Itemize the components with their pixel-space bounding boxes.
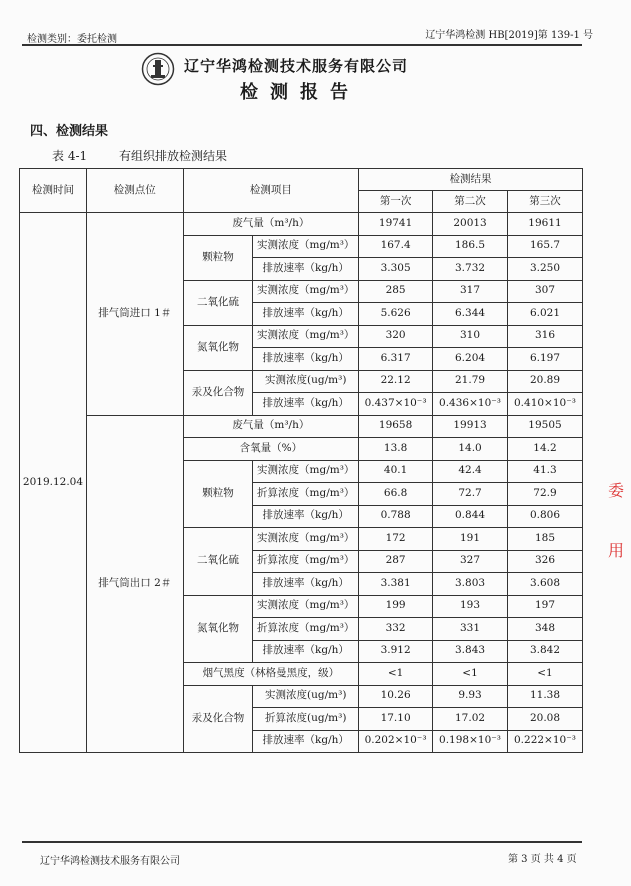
value-cell: 197 [508, 595, 583, 618]
item-cell: 实测浓度（mg/m³） [253, 235, 359, 258]
value-cell: 3.803 [433, 573, 508, 596]
value-cell: 167.4 [359, 235, 433, 258]
value-cell: 72.7 [433, 483, 508, 506]
value-cell: 9.93 [433, 685, 508, 708]
stamp-mark: 委 [608, 481, 625, 500]
value-cell: 307 [508, 280, 583, 303]
value-cell: 191 [433, 528, 508, 551]
header-result: 检测结果 [359, 169, 583, 191]
pollutant-cell: 二氧化硫 [183, 280, 253, 325]
value-cell: 199 [359, 595, 433, 618]
value-cell: 19741 [359, 213, 433, 236]
header-point: 检测点位 [86, 169, 183, 213]
point-cell: 排气筒进口 1＃ [86, 213, 183, 416]
value-cell: 310 [433, 325, 508, 348]
pollutant-cell: 氮氧化物 [183, 325, 253, 370]
item-cell: 排放速率（kg/h） [253, 258, 359, 281]
value-cell: 19913 [433, 415, 508, 438]
header-run: 第一次 [359, 191, 433, 213]
item-cell: 排放速率（kg/h） [253, 573, 359, 596]
value-cell: 193 [433, 595, 508, 618]
item-cell: 实测浓度(ug/m³) [253, 370, 359, 393]
value-cell: 20.08 [508, 708, 583, 731]
table-row [20, 415, 583, 438]
table-row [20, 213, 583, 236]
value-cell: 3.305 [359, 258, 433, 281]
value-cell: 20.89 [508, 370, 583, 393]
value-cell: 17.02 [433, 708, 508, 731]
pollutant-cell: 颗粒物 [183, 235, 253, 280]
pollutant-cell: 氮氧化物 [183, 595, 253, 663]
value-cell: 0.844 [433, 505, 508, 528]
value-cell: 3.381 [359, 573, 433, 596]
pollutant-cell: 汞及化合物 [183, 685, 253, 753]
pollutant-cell: 颗粒物 [183, 460, 253, 528]
value-cell: 19505 [508, 415, 583, 438]
table-row [20, 169, 583, 191]
value-cell: 317 [433, 280, 508, 303]
value-cell: 0.437×10⁻³ [359, 393, 433, 416]
value-cell: 17.10 [359, 708, 433, 731]
item-cell: 排放速率（kg/h） [253, 730, 359, 753]
value-cell: 3.732 [433, 258, 508, 281]
header-rule [22, 44, 582, 46]
value-cell: 3.912 [359, 640, 433, 663]
company-logo-icon [141, 52, 175, 86]
value-cell: 3.608 [508, 573, 583, 596]
value-cell: 41.3 [508, 460, 583, 483]
section-heading: 四、检测结果 [30, 124, 109, 139]
emission-results-table [19, 168, 583, 753]
company-name: 辽宁华鸿检测技术服务有限公司 [184, 57, 409, 75]
item-cell: 排放速率（kg/h） [253, 393, 359, 416]
value-cell: 22.12 [359, 370, 433, 393]
item-cell: 烟气黑度（林格曼黑度，级） [183, 663, 359, 686]
value-cell: 0.788 [359, 505, 433, 528]
item-cell: 废气量（m³/h） [183, 213, 359, 236]
header-run: 第二次 [433, 191, 508, 213]
item-cell: 含氧量（%） [183, 438, 359, 461]
item-cell: 排放速率（kg/h） [253, 505, 359, 528]
value-cell: 0.806 [508, 505, 583, 528]
value-cell: 6.317 [359, 348, 433, 371]
value-cell: 6.197 [508, 348, 583, 371]
value-cell: 186.5 [433, 235, 508, 258]
report-category: 检测类别：委托检测 [27, 34, 117, 45]
value-cell: 6.344 [433, 303, 508, 326]
table-number: 表 4-1 [52, 149, 88, 163]
item-cell: 实测浓度（mg/m³） [253, 325, 359, 348]
value-cell: 6.021 [508, 303, 583, 326]
footer-rule [22, 841, 582, 843]
report-title: 检测报告 [240, 82, 360, 103]
value-cell: 14.0 [433, 438, 508, 461]
value-cell: 21.79 [433, 370, 508, 393]
value-cell: 320 [359, 325, 433, 348]
value-cell: 165.7 [508, 235, 583, 258]
table-caption [52, 147, 255, 164]
item-cell: 折算浓度（mg/m³） [253, 550, 359, 573]
value-cell: 172 [359, 528, 433, 551]
value-cell: 10.26 [359, 685, 433, 708]
stamp-mark: 用 [608, 541, 625, 560]
value-cell: 20013 [433, 213, 508, 236]
header-item: 检测项目 [183, 169, 359, 213]
item-cell: 折算浓度（mg/m³） [253, 483, 359, 506]
item-cell: 实测浓度（mg/m³） [253, 280, 359, 303]
value-cell: 287 [359, 550, 433, 573]
value-cell: 13.8 [359, 438, 433, 461]
value-cell: 3.842 [508, 640, 583, 663]
page-number: 第 3 页 共 4 页 [508, 854, 577, 865]
value-cell: 0.410×10⁻³ [508, 393, 583, 416]
item-cell: 折算浓度(ug/m³) [253, 708, 359, 731]
value-cell: 0.222×10⁻³ [508, 730, 583, 753]
value-cell: 14.2 [508, 438, 583, 461]
value-cell: 6.204 [433, 348, 508, 371]
footer-company: 辽宁华鸿检测技术服务有限公司 [40, 856, 180, 867]
value-cell: 327 [433, 550, 508, 573]
table-title: 有组织排放检测结果 [118, 149, 227, 163]
value-cell: 0.198×10⁻³ [433, 730, 508, 753]
pollutant-cell: 汞及化合物 [183, 370, 253, 415]
value-cell: 11.38 [508, 685, 583, 708]
value-cell: 5.626 [359, 303, 433, 326]
item-cell: 废气量（m³/h） [183, 415, 359, 438]
value-cell: 19658 [359, 415, 433, 438]
item-cell: 折算浓度（mg/m³） [253, 618, 359, 641]
value-cell: 40.1 [359, 460, 433, 483]
value-cell: <1 [433, 663, 508, 686]
item-cell: 实测浓度(ug/m³) [253, 685, 359, 708]
value-cell: 316 [508, 325, 583, 348]
item-cell: 实测浓度（mg/m³） [253, 460, 359, 483]
value-cell: <1 [508, 663, 583, 686]
value-cell: 348 [508, 618, 583, 641]
item-cell: 排放速率（kg/h） [253, 640, 359, 663]
value-cell: 66.8 [359, 483, 433, 506]
report-number: 辽宁华鸿检测 HB[2019]第 139-1 号 [425, 30, 593, 41]
value-cell: 332 [359, 618, 433, 641]
date-cell: 2019.12.04 [20, 213, 87, 753]
value-cell: 72.9 [508, 483, 583, 506]
item-cell: 排放速率（kg/h） [253, 303, 359, 326]
item-cell: 排放速率（kg/h） [253, 348, 359, 371]
value-cell: 3.843 [433, 640, 508, 663]
value-cell: 0.202×10⁻³ [359, 730, 433, 753]
value-cell: <1 [359, 663, 433, 686]
item-cell: 实测浓度（mg/m³） [253, 595, 359, 618]
value-cell: 326 [508, 550, 583, 573]
pollutant-cell: 二氧化硫 [183, 528, 253, 596]
value-cell: 3.250 [508, 258, 583, 281]
point-cell: 排气筒出口 2＃ [86, 415, 183, 753]
value-cell: 0.436×10⁻³ [433, 393, 508, 416]
header-run: 第三次 [508, 191, 583, 213]
value-cell: 331 [433, 618, 508, 641]
value-cell: 185 [508, 528, 583, 551]
value-cell: 42.4 [433, 460, 508, 483]
header-time: 检测时间 [20, 169, 87, 213]
value-cell: 19611 [508, 213, 583, 236]
item-cell: 实测浓度（mg/m³） [253, 528, 359, 551]
value-cell: 285 [359, 280, 433, 303]
